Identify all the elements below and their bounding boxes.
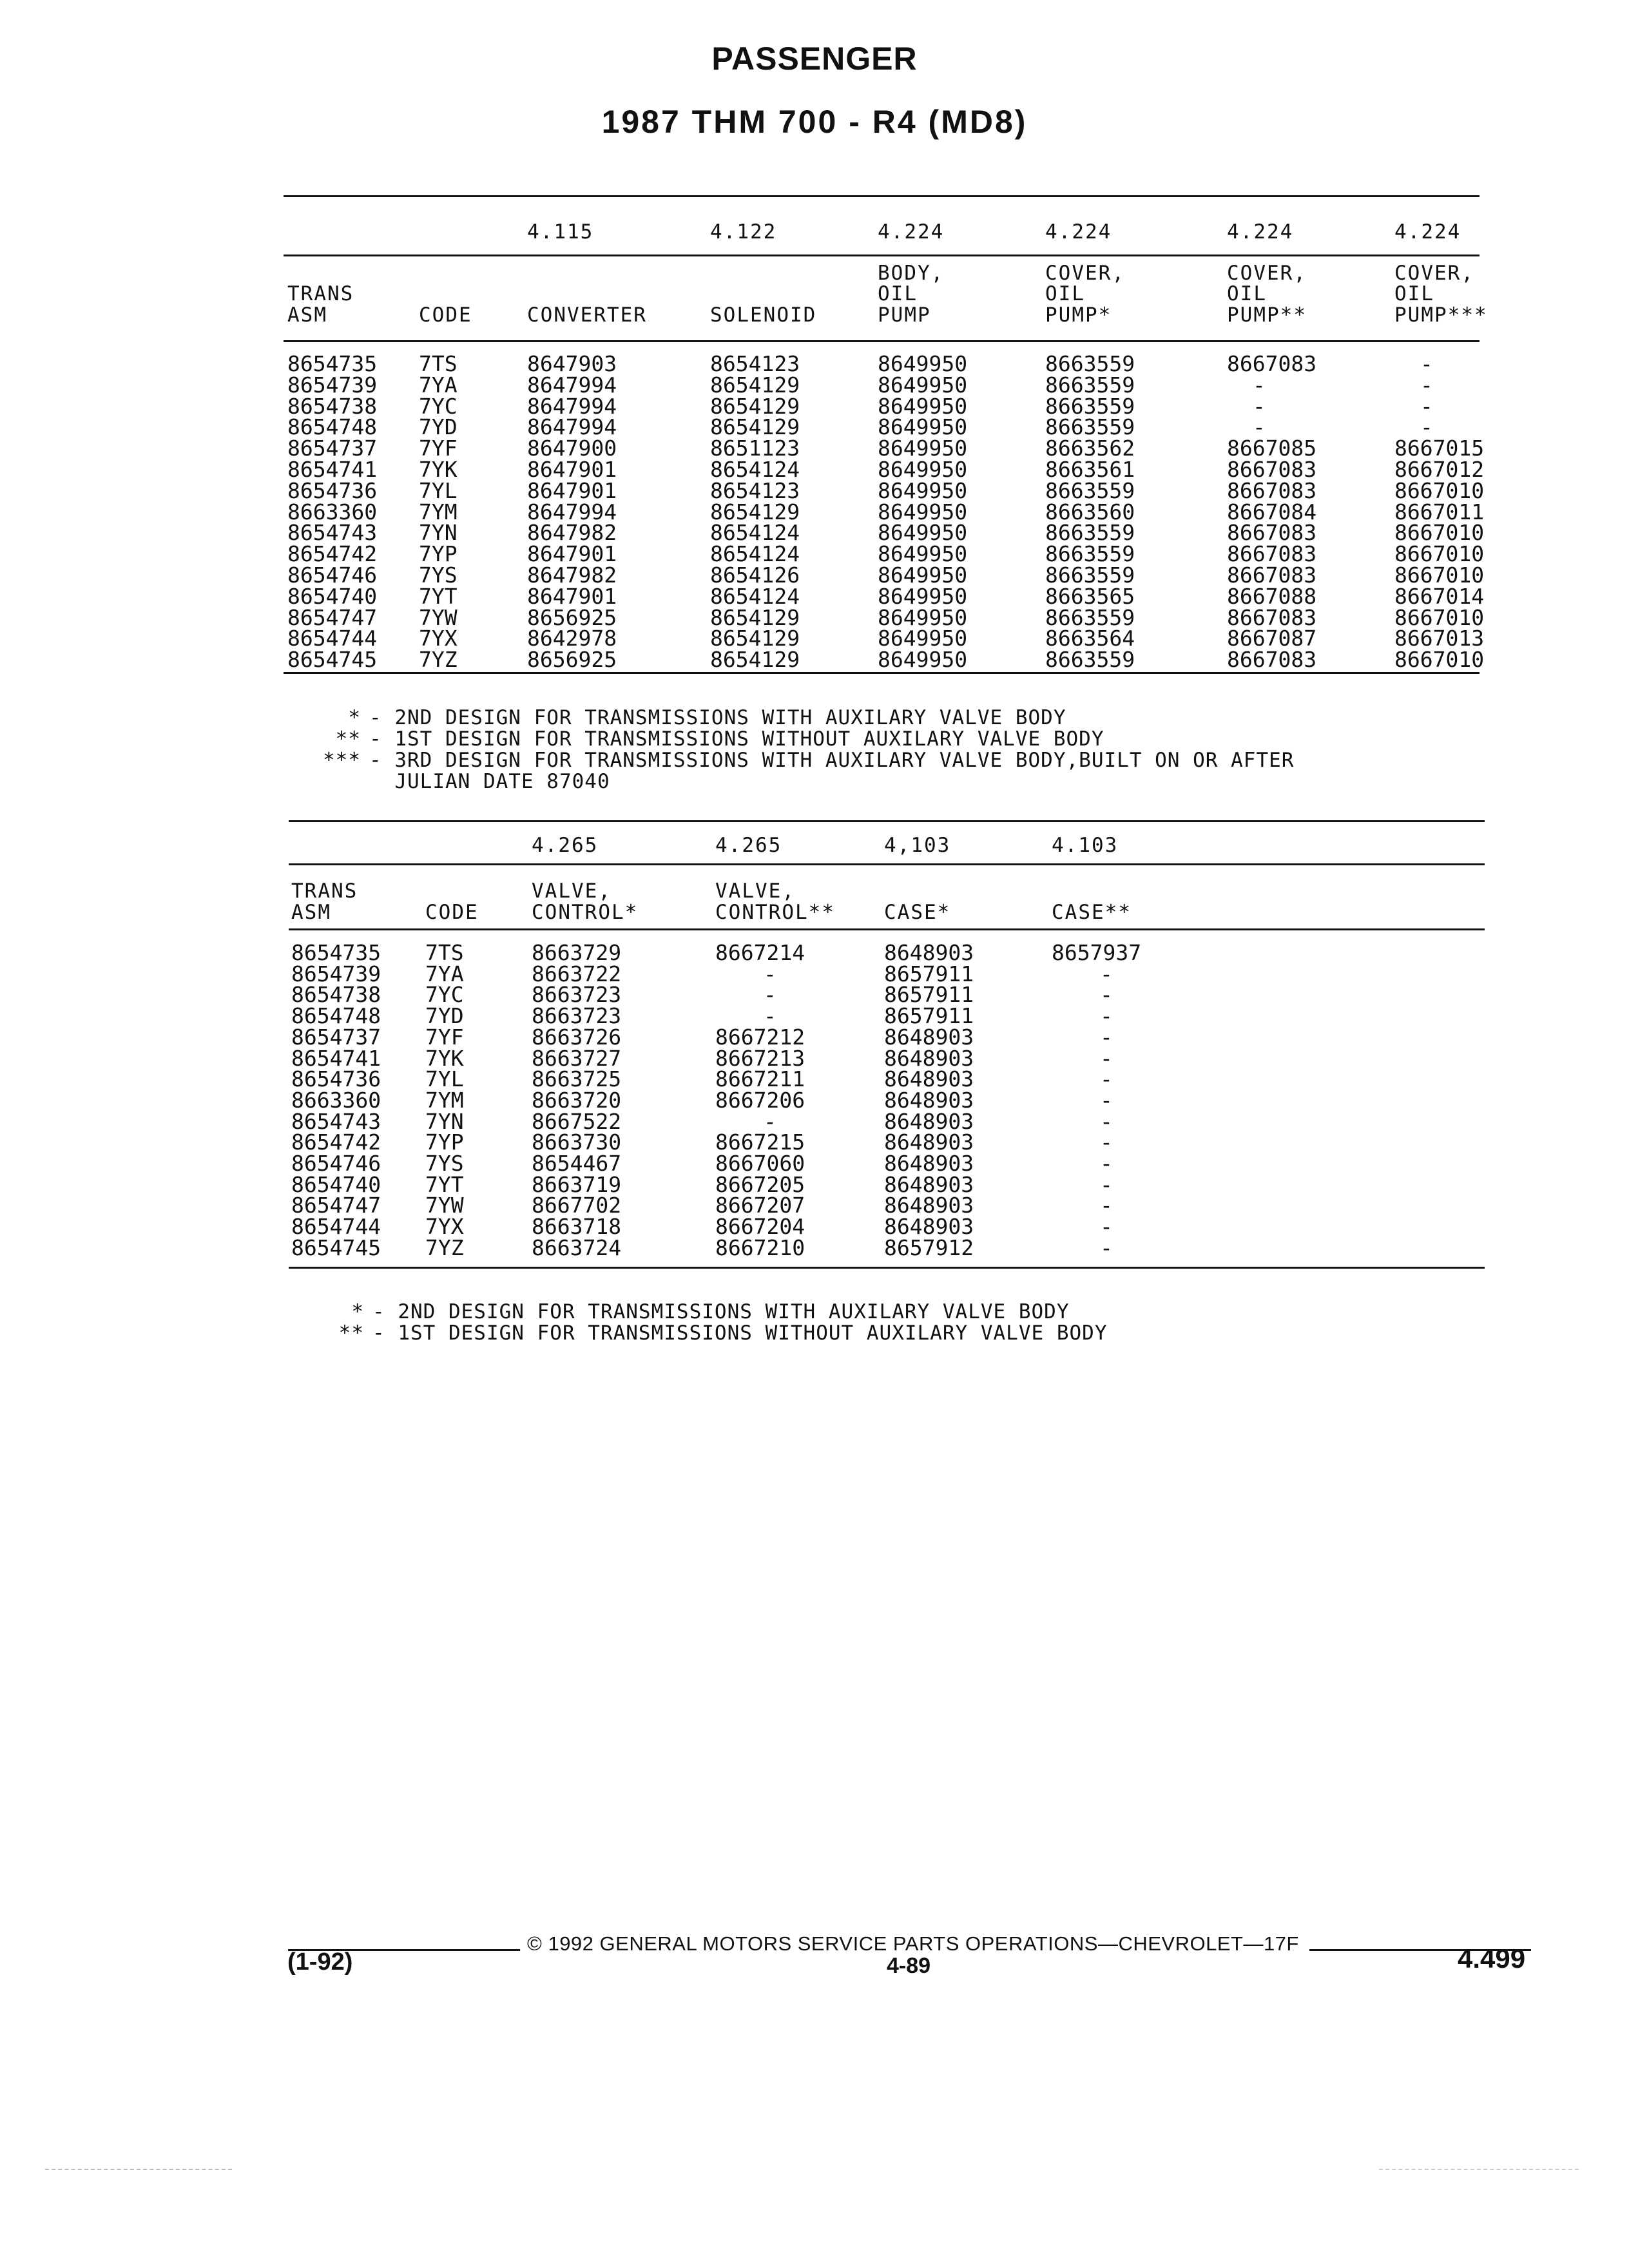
table-cell: 8656925 [527, 604, 617, 630]
table-cell: - [1420, 351, 1433, 376]
scan-artifact-line [1379, 2169, 1579, 2170]
group-code: 4.224 [1394, 220, 1461, 244]
table-cell: 8649950 [878, 414, 968, 440]
table-cell: 8649950 [878, 436, 968, 461]
table-cell: 7YS [419, 562, 458, 588]
table-cell: 8663729 [532, 940, 622, 965]
note-text: - 2ND DESIGN FOR TRANSMISSIONS WITH AUXILARY VALVE BODY [369, 706, 1066, 729]
table-cell: 7YM [419, 499, 458, 524]
table-cell: 8654129 [710, 414, 800, 440]
table-cell: 7YA [425, 961, 464, 986]
table-cell: 8642978 [527, 626, 617, 651]
table-cell: - [1100, 1087, 1113, 1113]
column-header: CONTROL* [532, 901, 639, 924]
table-cell: 7YW [419, 604, 458, 630]
table-cell: 8667088 [1227, 583, 1317, 609]
table-cell: 8654740 [287, 583, 378, 609]
table-cell: 8649950 [878, 351, 968, 376]
table-cell: 8647994 [527, 372, 617, 398]
table-cell: 8663559 [1045, 562, 1135, 588]
column-header: CONTROL** [715, 901, 835, 924]
table-cell: 8663720 [532, 1087, 622, 1113]
table-cell: 8663360 [291, 1087, 381, 1113]
table-cell: 8667083 [1227, 604, 1317, 630]
column-header: PUMP [878, 303, 931, 327]
table-cell: 8654738 [291, 982, 381, 1008]
table-cell: 8654735 [287, 351, 378, 376]
scan-artifact-line [45, 2169, 232, 2170]
table-cell: 8657911 [884, 982, 974, 1008]
table-cell: 8663730 [532, 1129, 622, 1155]
note-text: - 1ST DESIGN FOR TRANSMISSIONS WITHOUT AUXILARY VALVE BODY [369, 727, 1104, 751]
table-cell: 8663565 [1045, 583, 1135, 609]
table-cell: 8663727 [532, 1045, 622, 1071]
table-cell: - [1100, 1045, 1113, 1071]
page-model-title: 1987 THM 700 - R4 (MD8) [601, 104, 1028, 140]
table-cell: 8667083 [1227, 477, 1317, 503]
table2-top-rule [289, 820, 1485, 822]
footer-page-center: 4-89 [887, 1954, 931, 1978]
table-cell: 8648903 [884, 1024, 974, 1050]
table-cell: 8648903 [884, 1193, 974, 1218]
table-cell: - [764, 982, 776, 1008]
table-cell: 8667010 [1394, 562, 1485, 588]
table-cell: 8667210 [715, 1235, 805, 1260]
note-marker: * [348, 706, 361, 729]
table-cell: 8667085 [1227, 436, 1317, 461]
column-header: CASE** [1052, 901, 1132, 924]
table-cell: 8667522 [532, 1108, 622, 1134]
table-cell: 8667211 [715, 1066, 805, 1092]
table-cell: 8654129 [710, 393, 800, 419]
column-header: SOLENOID [710, 303, 817, 327]
table-cell: 8647903 [527, 351, 617, 376]
table-cell: 7YZ [425, 1235, 464, 1260]
table-cell: 7YF [425, 1024, 464, 1050]
table-cell: 8651123 [710, 436, 800, 461]
group-code: 4.115 [527, 220, 594, 244]
footer-page-number: 4.499 [1458, 1943, 1526, 1974]
table-cell: 7YW [425, 1193, 464, 1218]
table-cell: 8667010 [1394, 477, 1485, 503]
table-cell: 8654741 [287, 457, 378, 482]
table1-top-rule [284, 195, 1480, 197]
table-cell: 8663559 [1045, 604, 1135, 630]
group-code: 4.224 [878, 220, 945, 244]
table1-header-rule [284, 340, 1480, 342]
table-cell: - [1100, 1108, 1113, 1134]
table1-group-rule [284, 255, 1480, 256]
table-cell: 8657937 [1052, 940, 1142, 965]
table-cell: 8648903 [884, 940, 974, 965]
column-header: CODE [425, 901, 479, 924]
table-cell: 8654739 [287, 372, 378, 398]
table-cell: - [1100, 1024, 1113, 1050]
table-cell: 8663559 [1045, 372, 1135, 398]
table-cell: - [1100, 1214, 1113, 1240]
table-cell: 8663559 [1045, 393, 1135, 419]
table-cell: 8648903 [884, 1171, 974, 1197]
table-cell: 7YS [425, 1151, 464, 1176]
column-header: PUMP* [1045, 303, 1112, 327]
group-code: 4.265 [715, 834, 782, 857]
table-cell: 8663724 [532, 1235, 622, 1260]
table-cell: 8667010 [1394, 604, 1485, 630]
column-header: OIL [878, 282, 918, 305]
group-code: 4.265 [532, 834, 599, 857]
table-cell: 7YD [425, 1003, 464, 1029]
table-cell: 8647994 [527, 393, 617, 419]
table-cell: 8667083 [1227, 647, 1317, 673]
table-cell: 7YC [419, 393, 458, 419]
table-cell: 8667060 [715, 1151, 805, 1176]
footer-copyright: © 1992 GENERAL MOTORS SERVICE PARTS OPERATIONS—CHEVROLET—17F [527, 1932, 1299, 1955]
table-cell: 8648903 [884, 1045, 974, 1071]
table-cell: 8647994 [527, 414, 617, 440]
column-header: OIL [1394, 282, 1434, 305]
table-cell: 7YP [419, 541, 458, 567]
table-cell: 8654124 [710, 457, 800, 482]
table-cell: 8667083 [1227, 541, 1317, 567]
table-cell: 8654743 [287, 520, 378, 546]
table-cell: 8649950 [878, 393, 968, 419]
table-cell: - [1253, 414, 1266, 440]
table-cell: 8654746 [287, 562, 378, 588]
table-cell: 8654748 [287, 414, 378, 440]
table-cell: 8654748 [291, 1003, 381, 1029]
table-cell: 8647901 [527, 457, 617, 482]
table-cell: 8648903 [884, 1087, 974, 1113]
table-cell: 8667083 [1227, 562, 1317, 588]
column-header: COVER, [1227, 262, 1307, 285]
table-cell: 8663722 [532, 961, 622, 986]
note-text: JULIAN DATE 87040 [369, 770, 610, 793]
table-cell: 8657911 [884, 961, 974, 986]
table-cell: 8654123 [710, 477, 800, 503]
table-cell: - [1100, 1235, 1113, 1260]
table-cell: 8667014 [1394, 583, 1485, 609]
table-cell: 8648903 [884, 1066, 974, 1092]
table-cell: 7YT [419, 583, 458, 609]
table-cell: 8649950 [878, 477, 968, 503]
table-cell: - [1253, 393, 1266, 419]
table-cell: - [1100, 1151, 1113, 1176]
note-marker: *** [323, 749, 361, 772]
table-cell: 8667087 [1227, 626, 1317, 651]
table-cell: 8663562 [1045, 436, 1135, 461]
table-cell: 7YP [425, 1129, 464, 1155]
table-cell: 7TS [425, 940, 464, 965]
table-cell: 8667214 [715, 940, 805, 965]
table-cell: 8663360 [287, 499, 378, 524]
column-header: TRANS [287, 282, 354, 305]
column-header: VALVE, [532, 879, 612, 903]
table-cell: 8667083 [1227, 520, 1317, 546]
table-cell: 7YK [425, 1045, 464, 1071]
table-cell: 8654744 [287, 626, 378, 651]
table-cell: 8654743 [291, 1108, 381, 1134]
table-cell: 8656925 [527, 647, 617, 673]
table-cell: - [1100, 961, 1113, 986]
table-cell: 8654747 [291, 1193, 381, 1218]
table-cell: 8667010 [1394, 520, 1485, 546]
column-header: CASE* [884, 901, 951, 924]
table-cell: 8654744 [291, 1214, 381, 1240]
table-cell: - [1420, 393, 1433, 419]
table-cell: 8647901 [527, 541, 617, 567]
table-cell: 8654740 [291, 1171, 381, 1197]
column-header: OIL [1227, 282, 1267, 305]
note-text: - 2ND DESIGN FOR TRANSMISSIONS WITH AUXILARY VALVE BODY [372, 1300, 1070, 1323]
column-header: PUMP*** [1394, 303, 1488, 327]
table-cell: 8654124 [710, 583, 800, 609]
table-cell: 8667083 [1227, 351, 1317, 376]
table-cell: 8649950 [878, 372, 968, 398]
table-cell: 8648903 [884, 1151, 974, 1176]
table-cell: - [764, 1003, 776, 1029]
table-cell: - [1100, 1171, 1113, 1197]
note-text: - 1ST DESIGN FOR TRANSMISSIONS WITHOUT AUXILARY VALVE BODY [372, 1321, 1108, 1345]
table-cell: 8663559 [1045, 541, 1135, 567]
table-cell: 8647982 [527, 562, 617, 588]
table-cell: 8649950 [878, 457, 968, 482]
table-cell: 8667011 [1394, 499, 1485, 524]
table-cell: 8667204 [715, 1214, 805, 1240]
table-cell: 8667213 [715, 1045, 805, 1071]
table-cell: 8663559 [1045, 414, 1135, 440]
group-code: 4,103 [884, 834, 951, 857]
table-cell: 8649950 [878, 541, 968, 567]
table-cell: - [1100, 1003, 1113, 1029]
table-cell: 7YL [419, 477, 458, 503]
table-cell: 7YF [419, 436, 458, 461]
table-cell: 8654126 [710, 562, 800, 588]
column-header: COVER, [1394, 262, 1474, 285]
table-cell: 8649950 [878, 647, 968, 673]
table-cell: 7YD [419, 414, 458, 440]
table-cell: 7YX [425, 1214, 464, 1240]
table-cell: 7YT [425, 1171, 464, 1197]
column-header: TRANS [291, 879, 358, 903]
table-cell: 8667012 [1394, 457, 1485, 482]
table-cell: 8654742 [287, 541, 378, 567]
table-cell: 8647900 [527, 436, 617, 461]
table2-group-rule [289, 863, 1485, 865]
table-cell: 8654129 [710, 499, 800, 524]
table-cell: 7YZ [419, 647, 458, 673]
table-cell: 8649950 [878, 626, 968, 651]
table-cell: 7YX [419, 626, 458, 651]
table-cell: - [1100, 1066, 1113, 1092]
group-code: 4.224 [1045, 220, 1112, 244]
table-cell: 8667010 [1394, 647, 1485, 673]
column-header: ASM [291, 901, 331, 924]
table-cell: 8647901 [527, 583, 617, 609]
table-cell: 8663719 [532, 1171, 622, 1197]
table-cell: 8647901 [527, 477, 617, 503]
note-marker: ** [338, 1321, 364, 1345]
table-cell: 7TS [419, 351, 458, 376]
page-category: PASSENGER [711, 41, 918, 77]
group-code: 4.122 [710, 220, 777, 244]
group-code: 4.224 [1227, 220, 1294, 244]
table-cell: 8649950 [878, 499, 968, 524]
table-cell: 8667205 [715, 1171, 805, 1197]
table1-bottom-rule [284, 672, 1480, 674]
table-cell: 8648903 [884, 1214, 974, 1240]
column-header: BODY, [878, 262, 945, 285]
table-cell: 7YC [425, 982, 464, 1008]
table-cell: 8667010 [1394, 541, 1485, 567]
table-cell: 7YA [419, 372, 458, 398]
note-text: - 3RD DESIGN FOR TRANSMISSIONS WITH AUXILARY VALVE BODY,BUILT ON OR AFTER [369, 749, 1295, 772]
table-cell: 8654737 [287, 436, 378, 461]
table2-header-rule [289, 928, 1485, 930]
table-cell: 8654745 [291, 1235, 381, 1260]
table-cell: 8657912 [884, 1235, 974, 1260]
table-cell: 8649950 [878, 520, 968, 546]
table-cell: 8649950 [878, 583, 968, 609]
table-cell: 8649950 [878, 604, 968, 630]
table-cell: 8654736 [291, 1066, 381, 1092]
table-cell: 7YK [419, 457, 458, 482]
table-cell: - [1100, 1193, 1113, 1218]
table-cell: 8667013 [1394, 626, 1485, 651]
column-header: OIL [1045, 282, 1085, 305]
table-cell: 8663561 [1045, 457, 1135, 482]
table-cell: 8663559 [1045, 647, 1135, 673]
table-cell: 8654747 [287, 604, 378, 630]
table-cell: 8654738 [287, 393, 378, 419]
table-cell: 8663559 [1045, 351, 1135, 376]
table-cell: 8654129 [710, 647, 800, 673]
column-header: PUMP** [1227, 303, 1307, 327]
table-cell: 8667083 [1227, 457, 1317, 482]
table-cell: 8667015 [1394, 436, 1485, 461]
table-cell: - [1100, 982, 1113, 1008]
note-marker: ** [335, 727, 361, 751]
table-cell: 8648903 [884, 1108, 974, 1134]
table-cell: 8654742 [291, 1129, 381, 1155]
table-cell: 8647982 [527, 520, 617, 546]
table-cell: 8667207 [715, 1193, 805, 1218]
table-cell: 7YM [425, 1087, 464, 1113]
table-cell: 8663559 [1045, 520, 1135, 546]
table-cell: 8663726 [532, 1024, 622, 1050]
table-cell: 8663725 [532, 1066, 622, 1092]
table2-bottom-rule [289, 1267, 1485, 1269]
table-cell: 8663560 [1045, 499, 1135, 524]
table-cell: 8654123 [710, 351, 800, 376]
table-cell: 8654124 [710, 541, 800, 567]
group-code: 4.103 [1052, 834, 1119, 857]
table-cell: 8663718 [532, 1214, 622, 1240]
table-cell: - [1100, 1129, 1113, 1155]
table-cell: 8667215 [715, 1129, 805, 1155]
table-cell: 8667702 [532, 1193, 622, 1218]
table-cell: 7YN [425, 1108, 464, 1134]
table-cell: 8667206 [715, 1087, 805, 1113]
table-cell: 8663723 [532, 1003, 622, 1029]
note-marker: * [351, 1300, 364, 1323]
table-cell: 8654741 [291, 1045, 381, 1071]
table-cell: - [764, 961, 776, 986]
table-cell: 8648903 [884, 1129, 974, 1155]
table-cell: 8654129 [710, 626, 800, 651]
table-cell: - [1420, 372, 1433, 398]
table-cell: - [1420, 414, 1433, 440]
table-cell: 8663564 [1045, 626, 1135, 651]
table-cell: 8654745 [287, 647, 378, 673]
column-header: COVER, [1045, 262, 1125, 285]
column-header: CODE [419, 303, 472, 327]
footer-date: (1-92) [287, 1948, 353, 1975]
table-cell: 8663559 [1045, 477, 1135, 503]
table-cell: 8654735 [291, 940, 381, 965]
table-cell: 8663723 [532, 982, 622, 1008]
column-header: VALVE, [715, 879, 795, 903]
table-cell: 8654129 [710, 372, 800, 398]
table-cell: 8654129 [710, 604, 800, 630]
table-cell: 8654736 [287, 477, 378, 503]
table-cell: 8649950 [878, 562, 968, 588]
table-cell: 8657911 [884, 1003, 974, 1029]
table-cell: 8654737 [291, 1024, 381, 1050]
table-cell: 8654746 [291, 1151, 381, 1176]
table-cell: 7YL [425, 1066, 464, 1092]
table-cell: 8654124 [710, 520, 800, 546]
table-cell: 7YN [419, 520, 458, 546]
table-cell: - [1253, 372, 1266, 398]
column-header: CONVERTER [527, 303, 647, 327]
table-cell: 8667212 [715, 1024, 805, 1050]
table-cell: 8654467 [532, 1151, 622, 1176]
table-cell: - [764, 1108, 776, 1134]
table-cell: 8647994 [527, 499, 617, 524]
column-header: ASM [287, 303, 327, 327]
table-cell: 8667084 [1227, 499, 1317, 524]
table-cell: 8654739 [291, 961, 381, 986]
